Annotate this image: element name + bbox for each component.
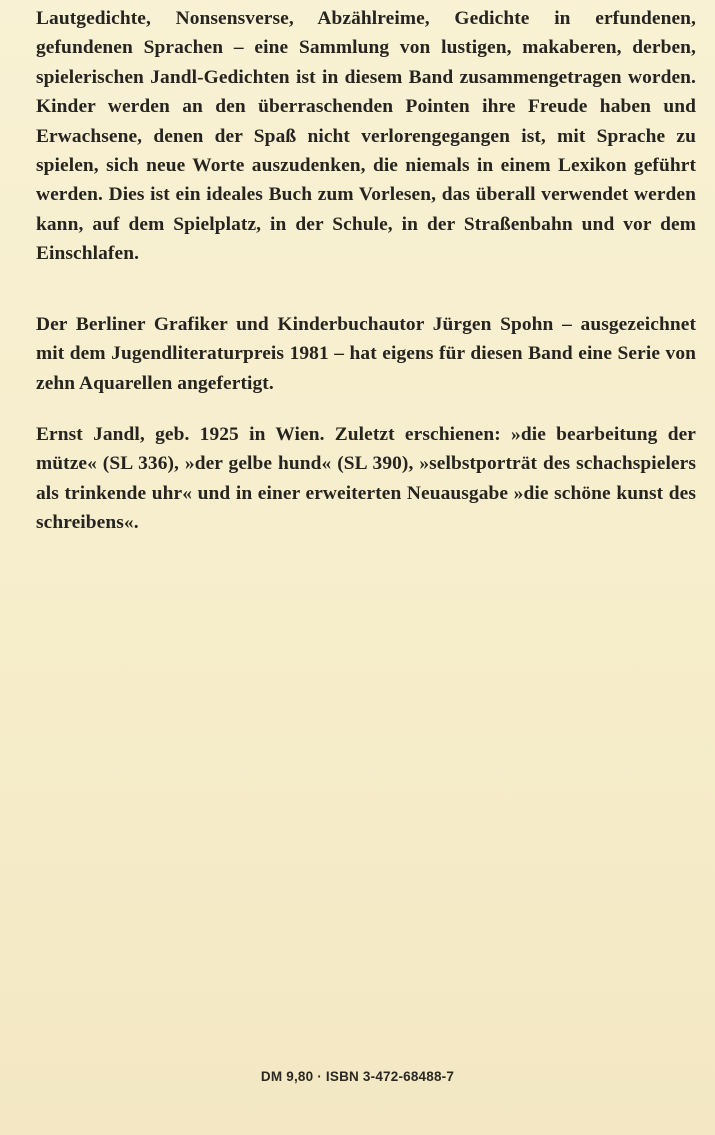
author-bio-paragraph: Ernst Jandl, geb. 1925 in Wien. Zuletzt erschienen: »die bearbeitung der mütze« (SL 336), »der gelbe hund« (SL 390), »selbstporträt des schachspielers als trinkende uhr« und in einer erweiterten Neuausgabe »die schöne kunst des schreibens«. — [36, 424, 696, 534]
description-paragraph: Lautgedichte, Nonsensverse, Abzählreime, Gedichte in erfundenen, gefundenen Sprachen – eine Sammlung von lustigen, makaberen, derben, spielerischen Jandl-Gedichten ist in diesem Band zusammengetragen worden. Kinder werden an den überraschenden Pointen ihre Freude haben und Erwachsene, denen der Spaß nicht verlorengegangen ist, mit Sprache zu spielen, sich neue Worte auszudenken, die niemals in einem Lexikon geführt werden. Dies ist ein ideales Buch zum Vorlesen, das überall verwendet werden kann, auf dem Spielplatz, in der Schule, in der Straßenbahn und vor dem Einschlafen. — [36, 8, 696, 265]
illustrator-paragraph: Der Berliner Grafiker und Kinderbuchautor Jürgen Spohn – ausgezeichnet mit dem Jugendliteraturpreis 1981 – hat eigens für diesen Band eine Serie von zehn Aquarellen angefertigt. — [36, 314, 696, 394]
price-isbn-line: DM 9,80 · ISBN 3-472-68488-7 — [260, 1069, 455, 1084]
